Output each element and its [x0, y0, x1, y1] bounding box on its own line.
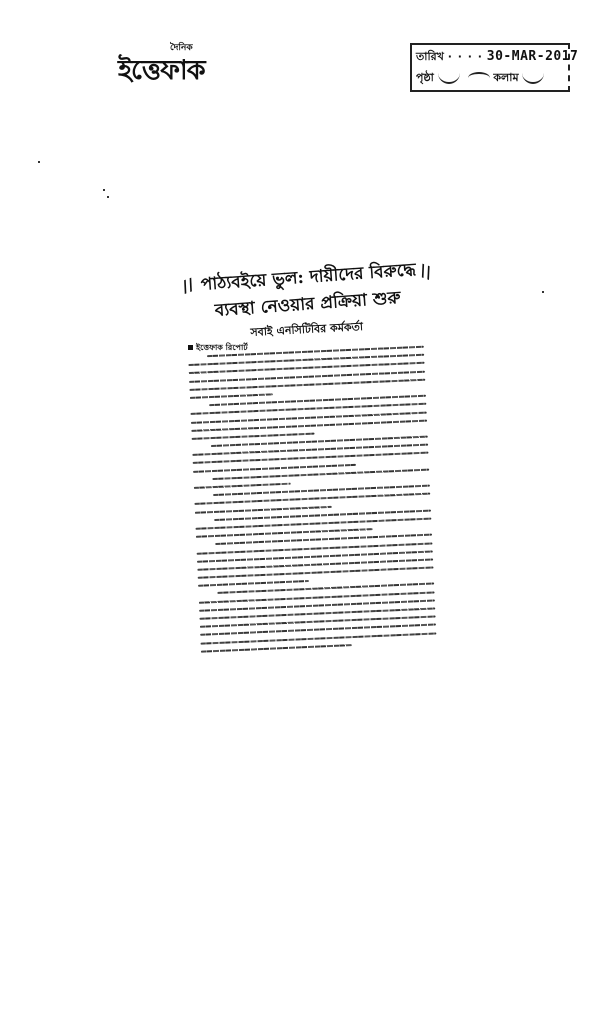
- handwritten-page-mark-icon: [438, 73, 460, 84]
- masthead-daily-label: দৈনিক: [170, 43, 193, 53]
- scan-speck: [107, 196, 109, 198]
- stamp-date-label: তারিখ: [416, 50, 444, 63]
- article-body-illegible: [188, 346, 436, 626]
- text-line: [196, 528, 373, 538]
- stamp-dots: · · · ·: [447, 50, 483, 63]
- text-line: [201, 644, 352, 653]
- handwritten-signature-icon: [468, 72, 490, 84]
- article-paragraph: [195, 509, 432, 538]
- stamp-date-row: [416, 48, 578, 67]
- clipping-date-stamp: [410, 43, 579, 92]
- article-paragraph: [190, 395, 427, 440]
- text-line: [194, 483, 291, 489]
- handwritten-column-mark-icon: [522, 73, 544, 84]
- article-paragraph: [192, 436, 429, 473]
- headline-line-1: পাঠ্যবইয়ে ভুল: দায়ীদের বিরুদ্ধে: [200, 259, 417, 295]
- article-paragraph: [194, 485, 431, 514]
- article-paragraph: [198, 583, 436, 653]
- stamp-page-row: [416, 69, 544, 88]
- headline-quote-mark-icon: \\: [417, 260, 435, 283]
- text-line: [192, 432, 315, 439]
- headline-line-2: ব্যবস্থা নেওয়ার প্রক্রিয়া শুরু: [214, 288, 402, 321]
- stamp-page-label: পৃষ্ঠা: [416, 71, 434, 84]
- scan-speck: [38, 161, 40, 163]
- sub-headline: সবাই এনসিটিবির কর্মকর্তা: [250, 320, 364, 339]
- byline: ইত্তেফাক রিপোর্ট: [188, 342, 248, 355]
- scan-speck: [542, 291, 544, 293]
- text-line: [195, 505, 332, 513]
- stamp-date-value: 30-MAR-2017: [486, 49, 579, 64]
- masthead-title: ইত্তেফাক: [118, 55, 205, 86]
- text-line: [193, 463, 356, 472]
- article-paragraph: [188, 346, 426, 399]
- text-line: [198, 580, 309, 587]
- article-paragraph: [196, 534, 434, 587]
- text-line: [190, 393, 273, 399]
- scan-speck: [103, 189, 105, 191]
- newspaper-clipping: [179, 259, 435, 632]
- headline-quote-mark-icon: //: [179, 274, 197, 297]
- stamp-column-label: কলাম: [493, 71, 519, 84]
